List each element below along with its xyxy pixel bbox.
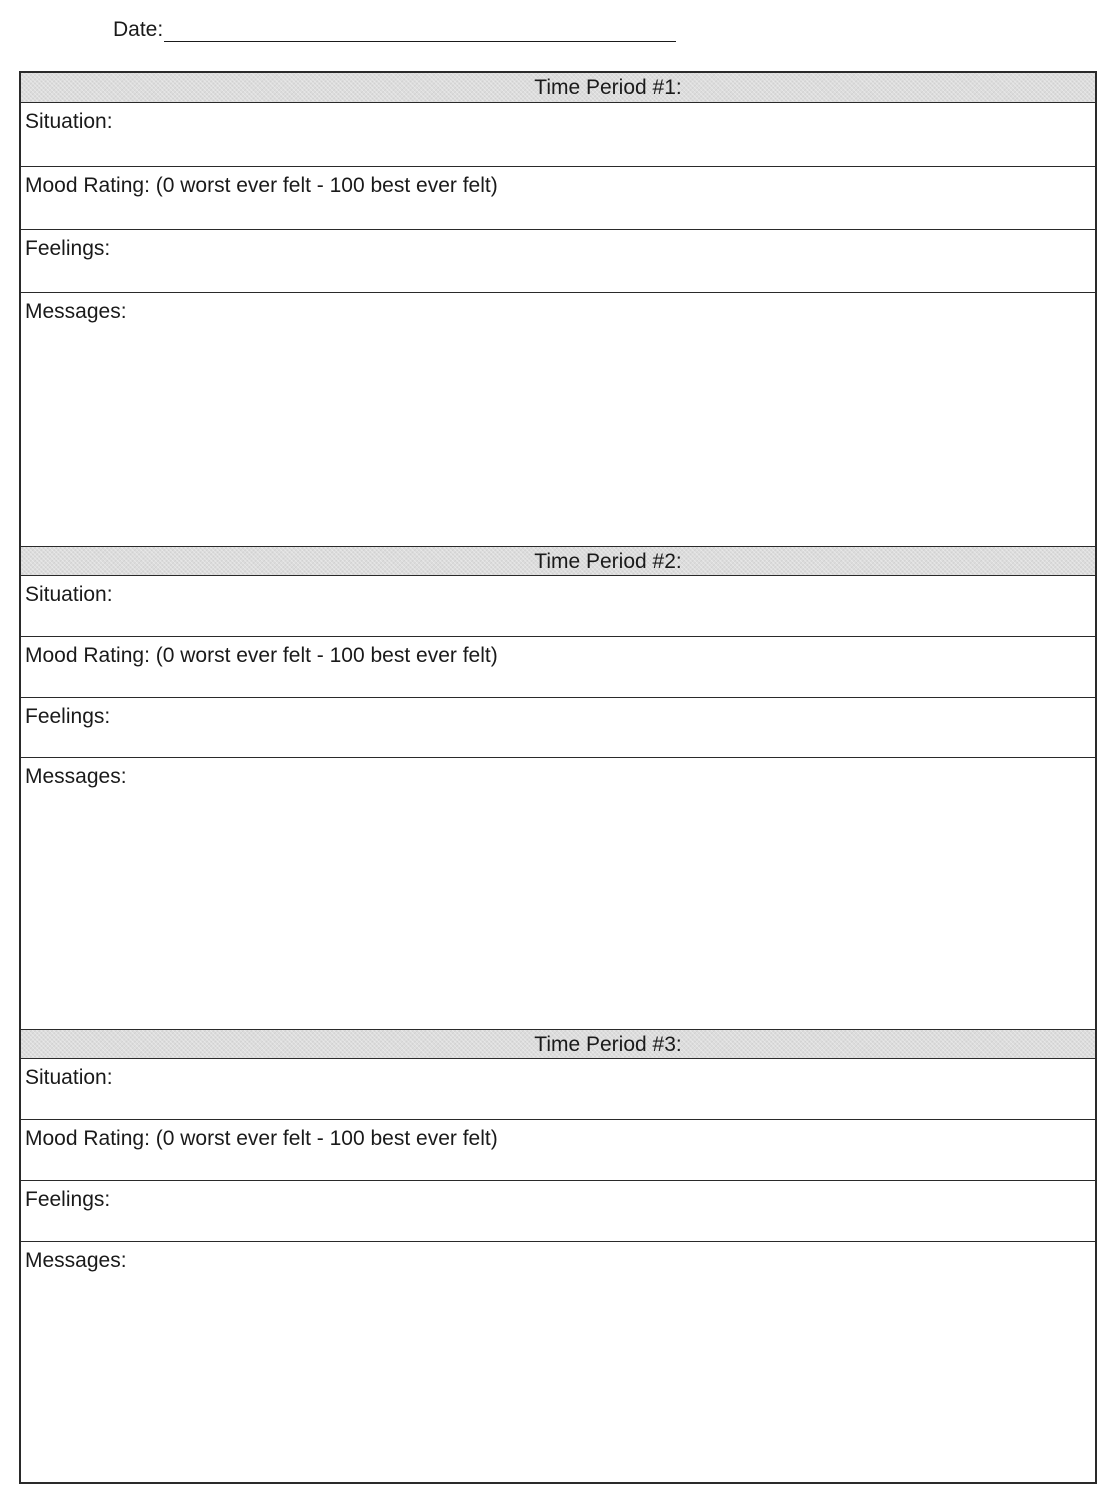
mood-rating-field[interactable] [21, 637, 1095, 698]
feelings-label: Feelings: [25, 237, 111, 260]
mood-rating-field[interactable] [21, 167, 1095, 230]
messages-label: Messages: [25, 1249, 127, 1272]
time-period-3 [21, 1029, 1095, 1482]
messages-field[interactable] [21, 1242, 1095, 1482]
mood-log-table [19, 71, 1097, 1484]
mood-rating-label: Mood Rating: (0 worst ever felt - 100 best ever felt) [25, 1127, 498, 1150]
situation-field[interactable] [21, 103, 1095, 167]
messages-label: Messages: [25, 300, 127, 323]
time-period-header: Time Period #3: [21, 1029, 1095, 1059]
time-period-1 [21, 73, 1095, 546]
feelings-field[interactable] [21, 230, 1095, 293]
time-period-header: Time Period #2: [21, 546, 1095, 576]
date-field[interactable] [164, 18, 676, 42]
mood-rating-label: Mood Rating: (0 worst ever felt - 100 best ever felt) [25, 174, 498, 197]
messages-field[interactable] [21, 758, 1095, 1029]
feelings-label: Feelings: [25, 1188, 111, 1211]
situation-label: Situation: [25, 1066, 113, 1089]
feelings-field[interactable] [21, 698, 1095, 758]
feelings-label: Feelings: [25, 705, 111, 728]
messages-field[interactable] [21, 293, 1095, 546]
situation-field[interactable] [21, 576, 1095, 637]
time-period-header: Time Period #1: [21, 73, 1095, 103]
messages-label: Messages: [25, 765, 127, 788]
time-period-2 [21, 546, 1095, 1029]
situation-label: Situation: [25, 583, 113, 606]
situation-label: Situation: [25, 110, 113, 133]
feelings-field[interactable] [21, 1181, 1095, 1242]
date-row [113, 14, 676, 42]
situation-field[interactable] [21, 1059, 1095, 1120]
mood-rating-field[interactable] [21, 1120, 1095, 1181]
date-label: Date: [113, 18, 164, 41]
mood-rating-label: Mood Rating: (0 worst ever felt - 100 best ever felt) [25, 644, 498, 667]
